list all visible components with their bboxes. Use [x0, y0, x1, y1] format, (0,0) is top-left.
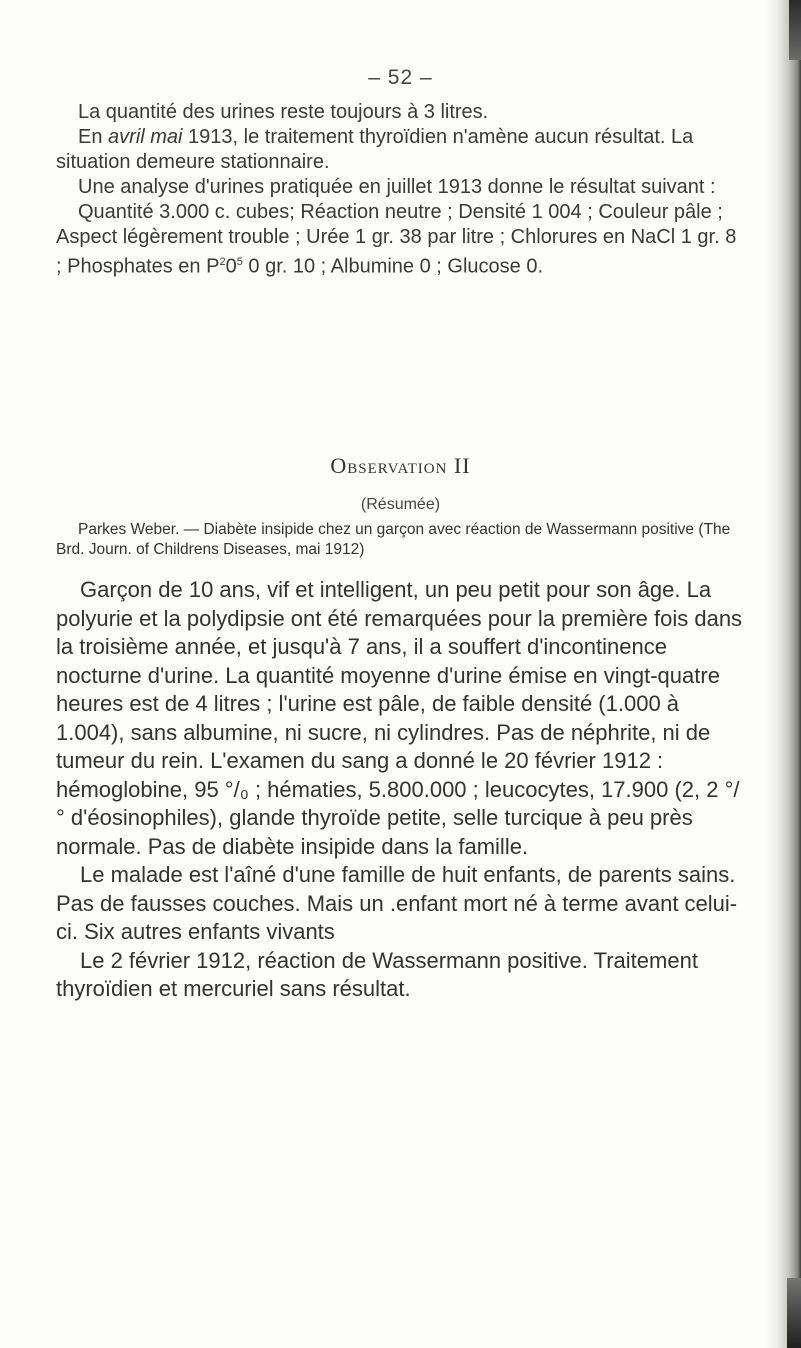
page-number: – 52 – [368, 66, 433, 89]
binding-mark-top [789, 0, 801, 60]
intro-analysis: Quantité 3.000 c. cubes; Réaction neutre ; Densité 1 004 ; Couleur pâle ; Aspect légèrement trouble ; Urée 1 gr. 38 par litre ; Chlorures en NaCl 1 gr. 8 ; Phosphates en $P^20^5$ 0 gr. 10 ; Albumine 0 ; Glucose 0. [56, 201, 737, 278]
observation-subtitle: (Résumée) [360, 496, 441, 513]
intro-line-1: La quantité des urines reste toujours à 3 litres. [78, 101, 489, 123]
body-paragraph-1: Garçon de 10 ans, vif et intelligent, un peu petit pour son âge. La polyurie et la polydipsie ont été remarquées pour la première fois dans la troisième année, et jusqu'à 7 ans, il a souffert d'incontinence nocturne d'urine. La quantité moyenne d'urine émise en vingt-quatre heures est de 4 litres ; l'urine est pâle, de faible densité (1.000 à 1.004), sans albumine, ni sucre, ni cylindres. Pas de néphrite, ni de tumeur du rein. L'examen du sang a donné le 20 février 1912 : hémoglobine, 95 °/₀ ; hématies, 5.800.000 ; leucocytes, 17.900 (2, 2 °/° d'éosinophiles), glande thyroïde petite, selle turcique à peu près normale. Pas de diabète insipide dans la famille. [56, 577, 743, 859]
body-paragraph-3: Le 2 février 1912, réaction de Wassermann positive. Traitement thyroïdien et mercuriel sans résultat. [56, 947, 698, 1001]
intro-line-2: En avril mai 1913, le traitement thyroïdien n'amène aucun résultat. La situation demeure stationnaire. [56, 126, 694, 173]
observation-title: Observation II [330, 453, 471, 478]
body-paragraph-2: Le malade est l'aîné d'une famille de huit enfants, de parents sains. Pas de fausses couches. Mais un .enfant mort né à terme avant celui-ci. Six autres enfants vivants [56, 862, 738, 944]
binding-mark-bottom [787, 1278, 801, 1348]
page-edge-shadow [765, 0, 801, 1348]
observation-body [56, 576, 746, 1004]
intro-section [56, 100, 746, 280]
observation-reference [56, 520, 756, 560]
intro-line-3: Une analyse d'urines pratiquée en juillet 1913 donne le résultat suivant : [78, 176, 716, 198]
intro-italic-months: avril mai [108, 126, 183, 148]
reference-text: Parkes Weber. — Diabète insipide chez un garçon avec réaction de Wassermann positive (The Brd. Journ. of Childrens Diseases, mai 1912) [56, 521, 731, 558]
